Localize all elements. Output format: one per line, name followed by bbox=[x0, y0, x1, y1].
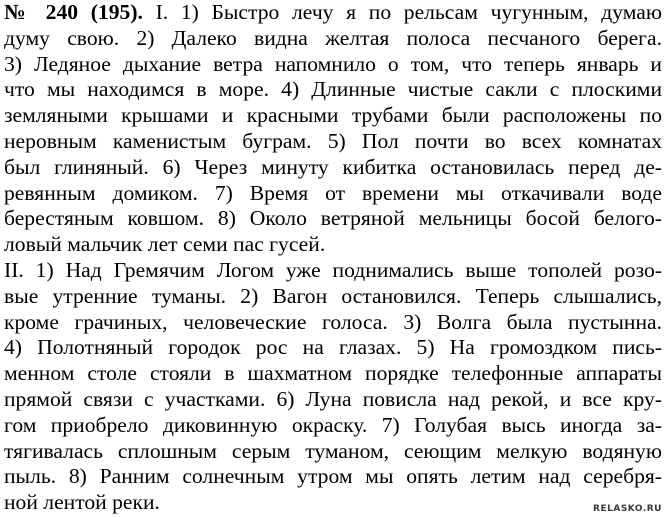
text-line-9: берестяным ковшом. 8) Около ветряной мельницы босой белого- bbox=[4, 206, 662, 231]
text-line-13: кроме грачиных, человеческие голоса. 3) Волга была пустынна. bbox=[4, 309, 662, 334]
text-line-16: прямой связи с участками. 6) Луна повисла над рекой, и все кру- bbox=[4, 386, 662, 411]
text-line-7: был глиняный. 6) Через минуту кибитка остановилась перед де- bbox=[4, 154, 662, 179]
text-line-2: думу свою. 2) Далеко видна желтая полоса песчаного берега. bbox=[4, 25, 662, 50]
text-line-17: гом приобрело диковинную окраску. 7) Голубая высь иногда за- bbox=[4, 412, 662, 437]
text-line-11: II. 1) Над Гремячим Логом уже поднимались выше тополей розо- bbox=[4, 257, 662, 282]
text-line-1: № 240 (195). I. 1) Быстро лечу я по рельсам чугунным, думаю bbox=[4, 0, 662, 24]
text-line-8: ревянным домиком. 7) Время от времени мы откачивали воде bbox=[4, 180, 662, 205]
text-line-20: ной лентой реки. bbox=[4, 490, 160, 515]
text-line-10: ловый мальчик лет семи пас гусей. bbox=[4, 232, 326, 257]
text-line-12: вые утренние туманы. 2) Вагон остановился. Теперь слышались, bbox=[4, 283, 662, 308]
text-line-18: тягивалась сплошным серым туманом, сеющим мелкую водяную bbox=[4, 438, 662, 463]
text-line-14: 4) Полотняный городок рос на глазах. 5) На громоздком пись- bbox=[4, 335, 662, 360]
text-line-15: менном столе стояли в шахматном порядке телефонные аппараты bbox=[4, 361, 662, 386]
text-line-6: неровным каменистым буграм. 5) Пол почти во всех комнатах bbox=[4, 128, 662, 153]
text-line-4: что мы находимся в море. 4) Длинные чистые сакли с плоскими bbox=[4, 77, 662, 102]
text-line-19: пыль. 8) Ранним солнечным утром мы опять летим над серебря- bbox=[4, 464, 662, 489]
text-line-3: 3) Ледяное дыхание ветра напомнило о том, что теперь январь и bbox=[4, 51, 662, 76]
exercise-number: № 240 (195). bbox=[4, 0, 143, 24]
site-watermark: RELASKO.RU bbox=[593, 504, 662, 514]
text-line-5: земляными крышами и красными трубами были расположены по bbox=[4, 103, 662, 128]
